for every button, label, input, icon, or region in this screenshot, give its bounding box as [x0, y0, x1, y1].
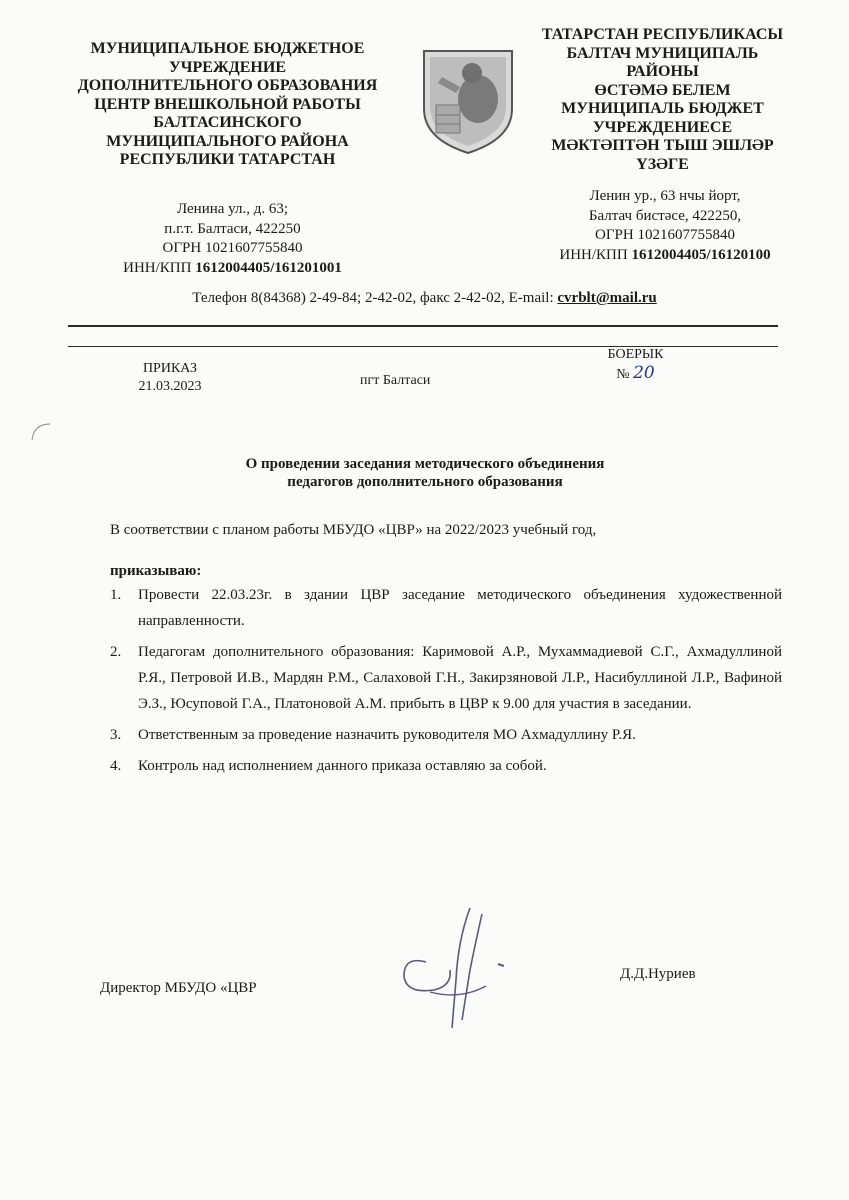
order-label-tt: БОЕРЫК [607, 347, 664, 362]
order-label-ru: ПРИКАЗ [142, 361, 198, 376]
order-label-tt-block [598, 346, 673, 384]
margin-mark-icon [28, 420, 52, 444]
address-right-line: Балтач бистәсе, 422250, [588, 207, 742, 224]
item-number: 2. [110, 644, 122, 660]
item-text: Педагогам дополнительного образования: Каримовой А.Р., Мухаммадиевой С.Г., Ахмадуллиной Р.Я., Петровой И.В., Мардян Р.М., Салаховой Г.Н., Закирзяновой Л.Р., Насибуллиной Л.Р., Вафиной Э.З., Юсуповой Г.А., Платоновой А.М. прибыть в ЦВР к 9.00 для участия в заседании. [138, 644, 782, 712]
title-line: педагогов дополнительного образования [287, 474, 563, 490]
list-item [110, 582, 782, 634]
header-left-line: ЦЕНТР ВНЕШКОЛЬНОЙ РАБОТЫ [94, 95, 361, 113]
contacts-line [0, 290, 849, 307]
item-number: 4. [110, 758, 122, 774]
header-left-line: УЧРЕЖДЕНИЕ [169, 58, 286, 76]
address-right-line: ОГРН 1021607755840 [595, 227, 735, 243]
item-text: Провести 22.03.23г. в здании ЦВР заседание методического объединения художественной направленности. [138, 587, 782, 629]
preamble: В соответствии с планом работы МБУДО «ЦВР» на 2022/2023 учебный год, [110, 522, 597, 538]
address-right [540, 187, 790, 265]
order-lead: приказываю: [110, 563, 202, 579]
order-items-list [110, 582, 782, 784]
contacts-text: Телефон 8(84368) 2-49-84; 2-42-02, факс 2-42-02, E-mail: [192, 290, 554, 306]
order-number-line [598, 364, 673, 384]
header-right-line: ТАТАРСТАН РЕСПУБЛИКАСЫ [541, 26, 784, 43]
header-left-line: МУНИЦИПАЛЬНОЕ БЮДЖЕТНОЕ [90, 40, 365, 57]
inn-right-label: ИНН/КПП [559, 246, 628, 263]
signatory-position: Директор МБУДО «ЦВР [100, 980, 257, 996]
header-right-line: ӨСТӘМӘ БЕЛЕМ [594, 81, 731, 99]
address-left-line: п.г.т. Балтаси, 422250 [164, 220, 301, 237]
inn-left-value: 1612004405/161201001 [195, 259, 342, 276]
header-divider-thick [68, 325, 778, 327]
header-left-line: РЕСПУБЛИКИ ТАТАРСТАН [119, 151, 336, 168]
header-right-line: УЧРЕЖДЕНИЕСЕ [592, 118, 733, 136]
order-number-handwritten: 20 [633, 363, 655, 383]
header-left-line: БАЛТАСИНСКОГО [153, 114, 302, 131]
number-sign: № [616, 367, 630, 382]
list-item [110, 722, 782, 748]
header-right-org-name [525, 26, 800, 174]
coat-of-arms-emblem [420, 47, 516, 155]
order-place: пгт Балтаси [360, 373, 431, 388]
item-number: 3. [110, 727, 122, 743]
address-left-line: Ленина ул., д. 63; [176, 201, 289, 217]
address-left [95, 200, 370, 278]
item-text: Ответственным за проведение назначить руководителя МО Ахмадуллину Р.Я. [138, 727, 636, 743]
signatory-name: Д.Д.Нуриев [620, 966, 696, 982]
list-item [110, 753, 782, 779]
header-left-org-name [55, 40, 400, 170]
header-left-line: МУНИЦИПАЛЬНОГО РАЙОНА [106, 132, 349, 150]
inn-left-label: ИНН/КПП [123, 259, 192, 276]
header-left-line: ДОПОЛНИТЕЛЬНОГО ОБРАЗОВАНИЯ [77, 77, 378, 94]
handwritten-signature [390, 900, 530, 1030]
inn-right-value: 1612004405/16120100 [631, 246, 771, 263]
address-right-line: Ленин ур., 63 нчы йорт, [589, 188, 741, 204]
header-right-line: БАЛТАЧ МУНИЦИПАЛЬ [566, 44, 759, 62]
header-right-line: ҮЗӘГЕ [636, 155, 689, 173]
list-item [110, 639, 782, 717]
inn-left [95, 259, 370, 279]
title-line: О проведении заседания методического объединения [245, 456, 605, 472]
email-link[interactable]: cvrblt@mail.ru [557, 290, 657, 306]
header-right-line: РАЙОНЫ [626, 63, 699, 80]
item-number: 1. [110, 587, 122, 603]
address-left-line: ОГРН 1021607755840 [162, 240, 303, 256]
inn-right [540, 246, 790, 266]
order-date: 21.03.2023 [138, 379, 202, 394]
item-text: Контроль над исполнением данного приказа оставляю за собой. [138, 758, 547, 774]
header-right-line: МӘКТӘПТӘН ТЫШ ЭШЛӘР [551, 137, 774, 154]
document-title [100, 455, 750, 491]
header-right-line: МУНИЦИПАЛЬ БЮДЖЕТ [561, 100, 764, 117]
order-label-block [120, 360, 220, 396]
